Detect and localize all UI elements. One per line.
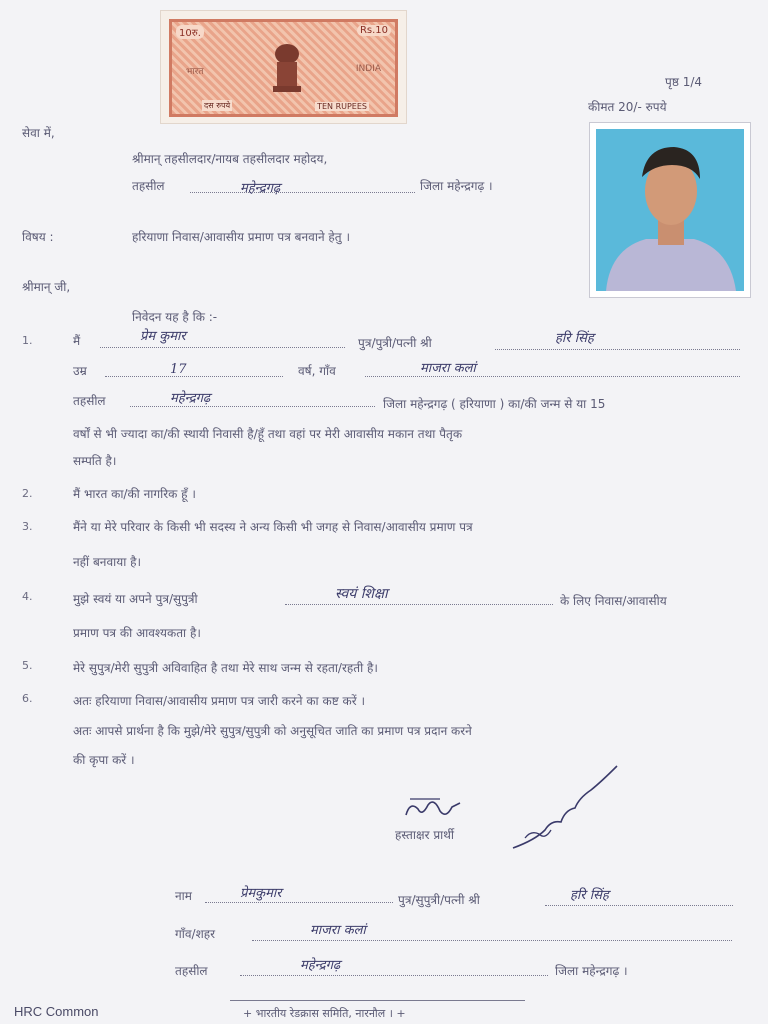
footer-center: + भारतीय रेडक्रास समिति, नारनौल । + <box>243 1007 406 1020</box>
sig-district: जिला महेन्द्रगढ़ । <box>555 964 628 978</box>
sig-tehsil: महेन्द्रगढ़ <box>300 958 341 973</box>
item4-value-line <box>285 604 553 605</box>
item2-number: 2. <box>22 487 33 500</box>
item1-tehsil: महेन्द्रगढ़ <box>170 391 211 406</box>
price: कीमत 20/- रुपये <box>588 100 667 114</box>
person-portrait-icon <box>596 129 744 291</box>
item1-year-village: वर्ष, गाँव <box>298 364 336 378</box>
item4-after: के लिए निवास/आवासीय <box>560 594 667 608</box>
item6-line3: की कृपा करें । <box>73 753 135 767</box>
item1-tehsil-line <box>130 406 375 407</box>
item1-age-label: उम्र <box>73 364 87 378</box>
item1-age: 17 <box>170 362 187 377</box>
item3-line1: मैंने या मेरे परिवार के किसी भी सदस्य ने अन्य किसी भी जगह से निवास/आवासीय प्रमाण पत्र <box>73 520 473 534</box>
item1-rest2: वर्षों से भी ज्यादा का/की स्थायी निवासी है/हूँ तथा वहां पर मेरी आवासीय मकान तथा पैतृक <box>73 427 463 441</box>
address-officer: श्रीमान् तहसीलदार/नायब तहसीलदार महोदय, <box>132 152 328 166</box>
address-tehsil-value: महेन्द्रगढ़ <box>240 181 281 196</box>
item1-name: प्रेम कुमार <box>140 329 186 344</box>
stamp-country-hindi: भारत <box>186 67 204 77</box>
item1-village-line <box>365 376 740 377</box>
photo-image <box>596 129 744 291</box>
applicant-photo <box>589 122 751 298</box>
revenue-stamp <box>160 10 407 124</box>
sig-father-line <box>545 905 733 906</box>
stamp-caption-hindi: दस रुपये <box>204 101 231 110</box>
item4-line2: प्रमाण पत्र की आवश्यकता है। <box>73 626 201 640</box>
item5-number: 5. <box>22 659 33 672</box>
stamp-border <box>169 19 398 117</box>
address-district: जिला महेन्द्रगढ़ । <box>420 179 493 193</box>
item4-value: स्वयं शिक्षा <box>335 586 388 602</box>
stamp-country-english: INDIA <box>355 64 381 74</box>
sig-name-line <box>205 902 393 903</box>
item1-number: 1. <box>22 334 33 347</box>
address-to: सेवा में, <box>22 126 55 140</box>
official-signature-icon <box>505 760 630 855</box>
address-tehsil-line <box>190 192 415 193</box>
item1-relation: पुत्र/पुत्री/पत्नी श्री <box>358 336 432 350</box>
item1-name-line <box>100 347 345 348</box>
sig-village-line <box>252 940 732 941</box>
footer-left: HRC Common <box>14 1004 99 1019</box>
stamp-value-hindi: 10रु. <box>176 25 204 39</box>
item2-text: मैं भारत का/की नागरिक हूँ । <box>73 487 196 501</box>
item1-father-line <box>495 349 740 350</box>
sig-father: हरि सिंह <box>570 888 609 903</box>
stamp-caption-english: TEN RUPEES <box>317 102 367 111</box>
item3-number: 3. <box>22 520 33 533</box>
sig-name: प्रेमकुमार <box>240 886 282 901</box>
sig-relation: पुत्र/सुपुत्री/पत्नी श्री <box>398 893 480 907</box>
item1-father: हरि सिंह <box>555 331 594 346</box>
item1-i-label: मैं <box>73 334 81 348</box>
subject-label: विषय : <box>22 230 54 244</box>
item1-age-line <box>105 376 283 377</box>
salutation: श्रीमान् जी, <box>22 280 71 294</box>
item4-number: 4. <box>22 590 33 603</box>
address-tehsil-label: तहसील <box>132 179 165 193</box>
item3-line2: नहीं बनवाया है। <box>73 555 142 569</box>
sig-tehsil-line <box>240 975 548 976</box>
subject-text: हरियाणा निवास/आवासीय प्रमाण पत्र बनवाने हेतु । <box>132 230 350 244</box>
page-number: पृष्ठ 1/4 <box>665 75 703 89</box>
sig-name-label: नाम <box>175 889 192 903</box>
stamp-value-english: Rs.10 <box>357 25 391 36</box>
sig-village: माजरा कलां <box>310 923 366 938</box>
footer-divider <box>230 1000 525 1001</box>
item1-rest1: जिला महेन्द्रगढ़ ( हरियाणा ) का/की जन्म से या 15 <box>383 397 606 411</box>
signature-label: हस्ताक्षर प्रार्थी <box>395 828 455 842</box>
item4-label: मुझे स्वयं या अपने पुत्र/सुपुत्री <box>73 592 198 606</box>
item5-text: मेरे सुपुत्र/मेरी सुपुत्री अविवाहित है तथा मेरे साथ जन्म से रहता/रहती है। <box>73 661 378 675</box>
item6-line1: अतः हरियाणा निवास/आवासीय प्रमाण पत्र जारी करने का कष्ट करें । <box>73 694 366 708</box>
sig-tehsil-label: तहसील <box>175 964 208 978</box>
ashoka-emblem-icon <box>267 40 307 100</box>
applicant-signature-icon <box>400 795 470 825</box>
item6-line2: अतः आपसे प्रार्थना है कि मुझे/मेरे सुपुत्र/सुपुत्री को अनुसूचित जाति का प्रमाण पत्र प्रदान करने <box>73 724 472 738</box>
intro: निवेदन यह है कि :- <box>132 310 218 324</box>
item1-village: माजरा कलां <box>420 361 476 376</box>
item6-number: 6. <box>22 692 33 705</box>
item1-rest3: सम्पति है। <box>73 454 117 468</box>
item1-tehsil-label: तहसील <box>73 394 106 408</box>
sig-village-label: गाँव/शहर <box>175 927 216 941</box>
